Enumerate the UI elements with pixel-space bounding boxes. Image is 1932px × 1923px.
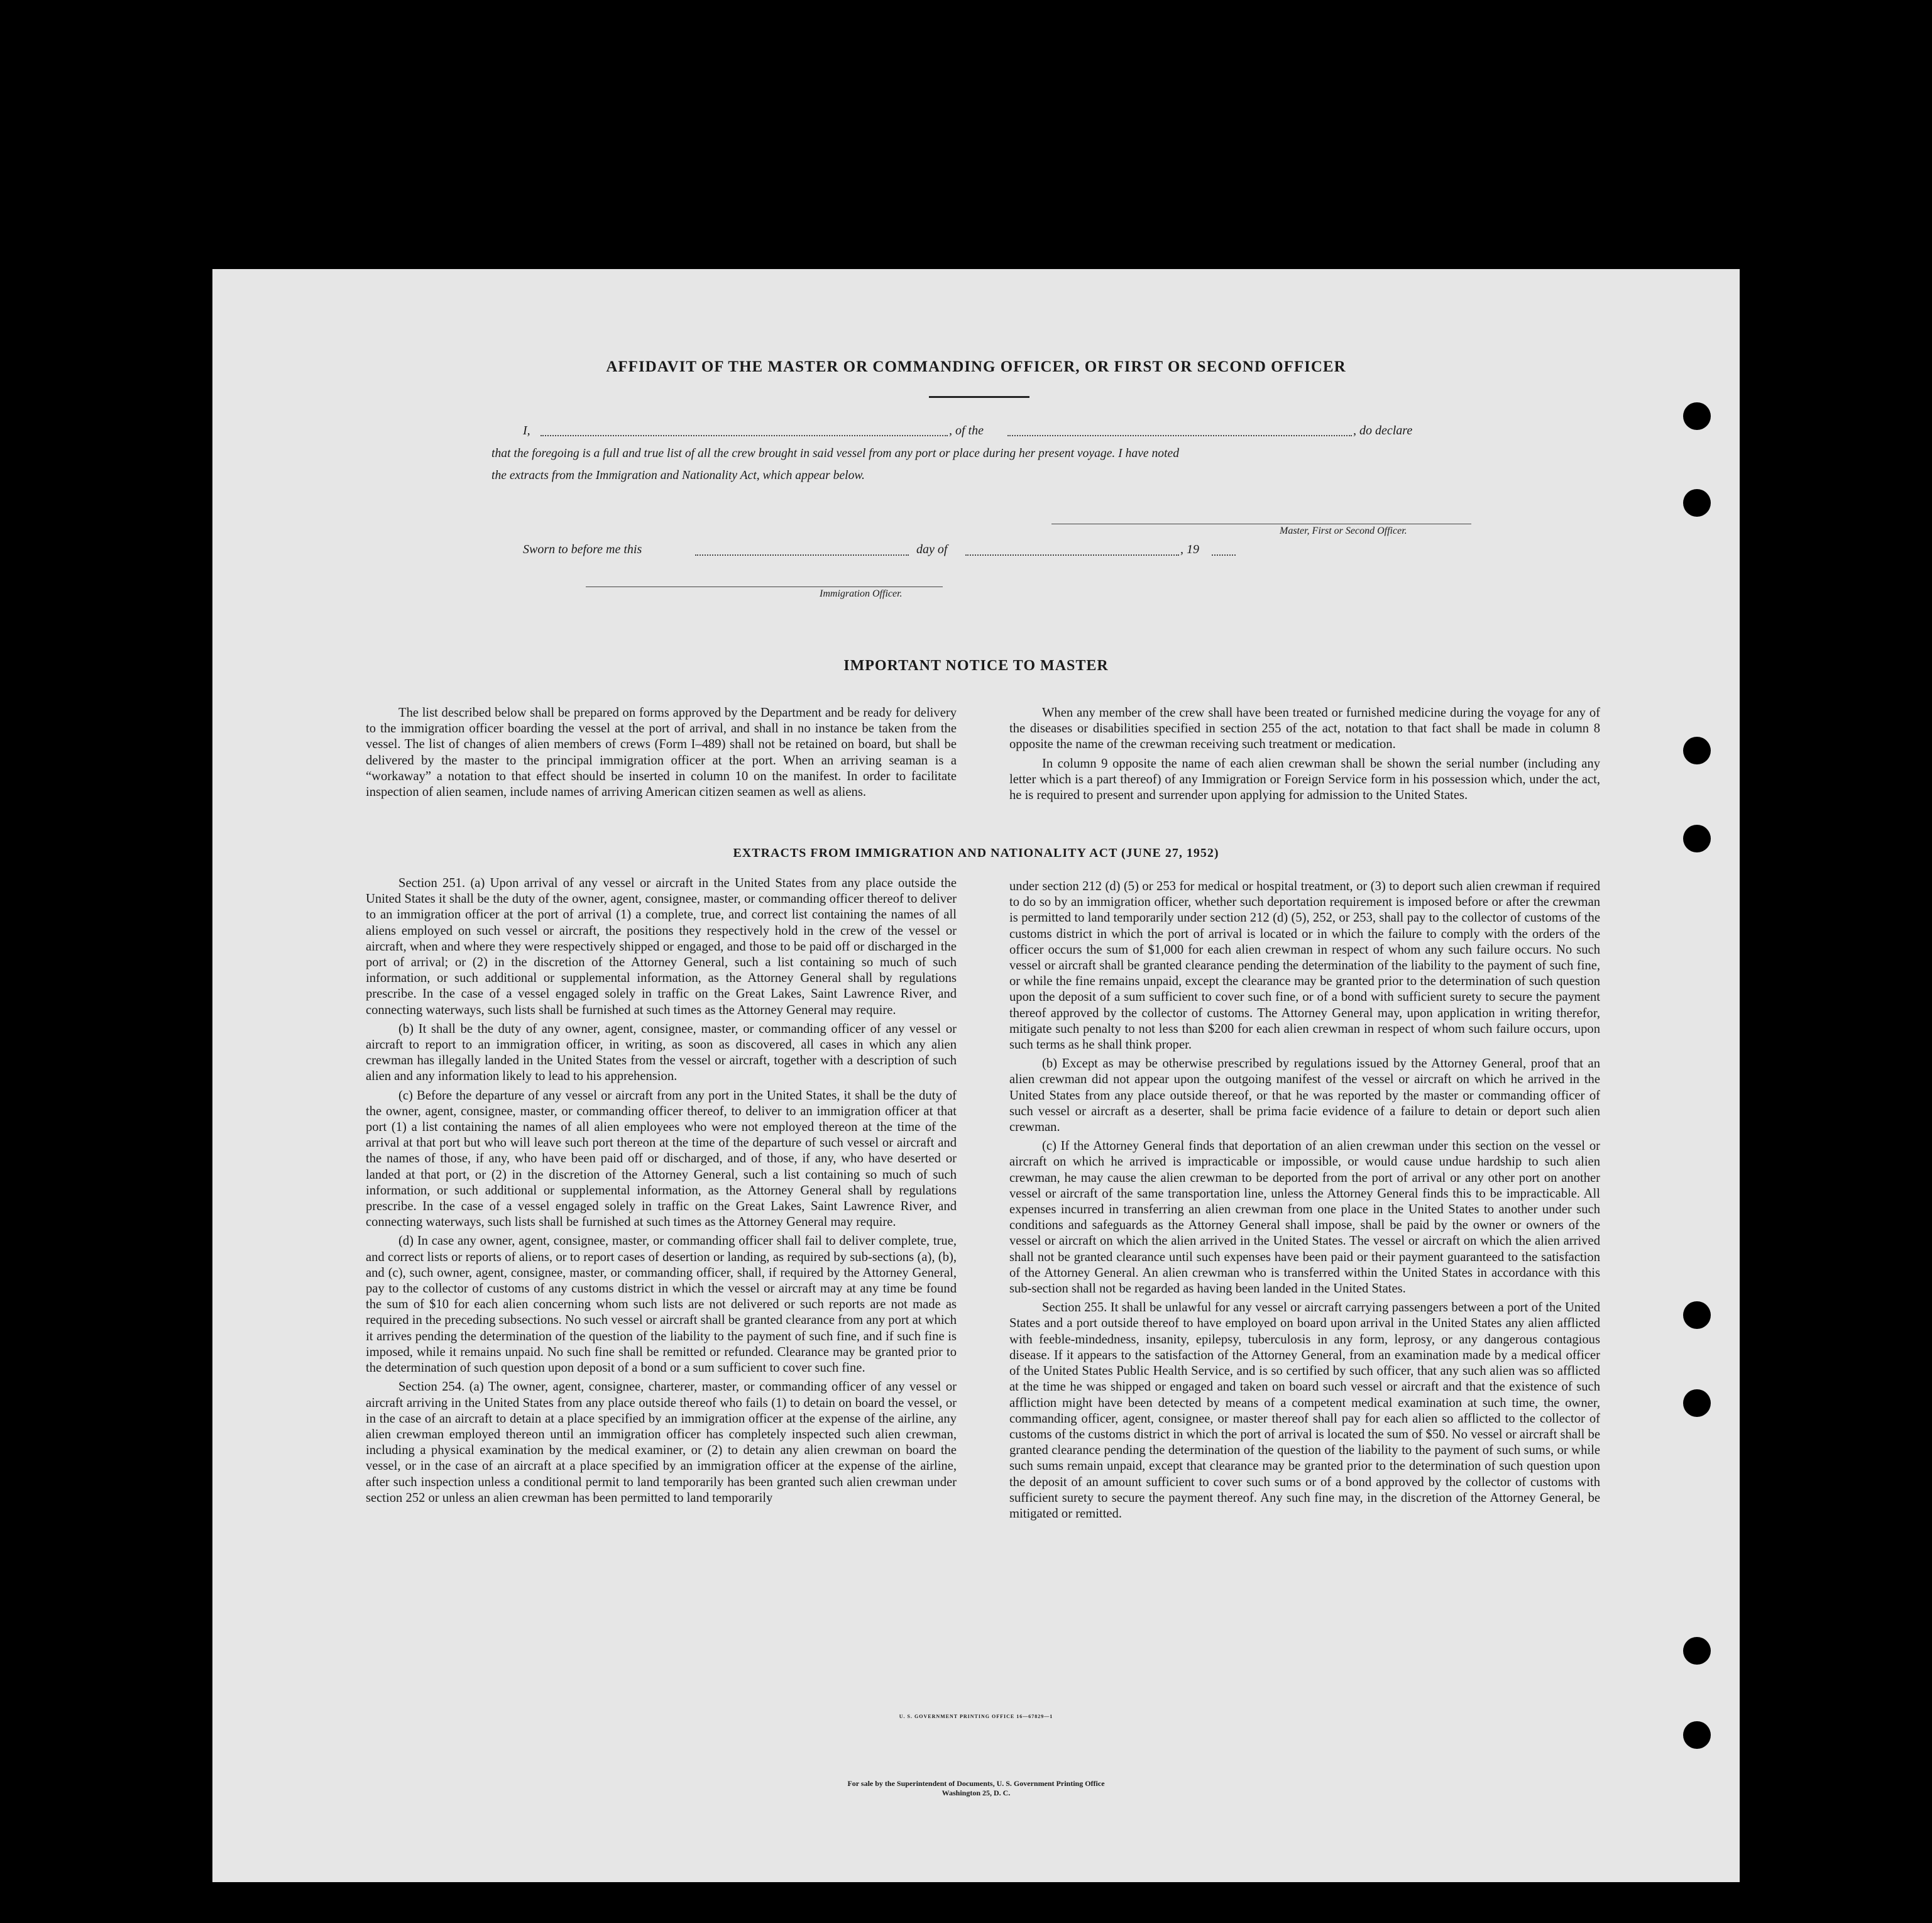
form-page (212, 269, 1740, 1882)
sworn-day-field[interactable] (695, 554, 909, 556)
statute-paragraph: (c) If the Attorney General finds that deportation of an alien crewman under this section on the vessel or aircraft on which he arrived is impracticable or impossible, or would cause undue hardship to such alien crewman, he may cause the alien crewman to be deported from the port of arrival or any other port on another vessel or aircraft of the same transportation line, unless the Attorney General finds this to be impracticable. All expenses incurred in transferring an alien crewman from one place in the United States to another under such conditions and safeguards as the Attorney General shall impose, shall be paid by the owner or owners of the vessel or aircraft on which the alien arrived in the United States. The vessel or aircraft on which the alien arrived shall not be granted clearance until such expenses have been paid or their payment guaranteed to the satisfaction of the Attorney General. An alien crewman who is transferred within the United States in accordance with this sub-section shall not be regarded as having been landed in the United States. (1009, 1139, 1600, 1296)
printing-office-line: U. S. GOVERNMENT PRINTING OFFICE 16—67829—1 (899, 1714, 1053, 1719)
notice-paragraph: In column 9 opposite the name of each alien crewman shall be shown the serial number (including any letter which is a part thereof) of any Immigration or Foreign Service form in his possession which, under the act, he is required to present and surrender upon applying for admission to the United States. (1009, 756, 1600, 803)
day-of-label: day of (916, 543, 948, 556)
immigration-officer-caption: Immigration Officer. (820, 588, 903, 599)
statute-paragraph: Section 255. It shall be unlawful for any vessel or aircraft carrying passengers between a port of the United States and a port outside thereof to have employed on board upon arrival in the United States any alien afflicted with feeble-mindedness, insanity, epilepsy, tuberculosis in any form, leprosy, or any dangerous contagious disease. If it appears to the satisfaction of the Attorney General, from an examination made by a medical officer of the United States Public Health Service, and is so certified by such officer, that any such alien was so afflicted at the time he was shipped or engaged and taken on board such vessel or aircraft and that the existence of such affliction might have been detected by means of a competent medical examination at such time, the owner, commanding officer, agent, consignee, or master thereof shall pay for each alien so afflicted to the collector of customs of the customs district in which the port of arrival is located the sum of $50. No vessel or aircraft shall be granted clearance pending the determination of the question of the liability to the payment of such sums, or while such sums remain unpaid, except that clearance may be granted prior to the determination of such question upon the deposit of an amount sufficient to cover such sums or of a bond approved by the collector of customs with sufficient surety to secure the payment thereof. Any such fine may, in the discretion of the Attorney General, be mitigated or remitted. (1009, 1301, 1600, 1521)
punch-hole (1683, 1389, 1711, 1417)
declarant-name-field[interactable] (541, 435, 948, 436)
punch-hole (1683, 402, 1711, 430)
declarant-label: I, (523, 424, 530, 438)
title-rule (929, 396, 1029, 398)
vessel-name-field[interactable] (1007, 435, 1352, 436)
sale-notice (212, 1779, 1740, 1798)
notice-left-column (366, 705, 957, 803)
extracts-left-column (366, 876, 957, 1509)
of-the-label: , of the (949, 424, 984, 438)
statute-paragraph: Section 254. (a) The owner, agent, consignee, charterer, master, or commanding officer of any vessel or aircraft arriving in the United States from any place outside thereof who fails (1) to detain on board the vessel, or in the case of an aircraft to detain at a place specified by an immigration officer at the expense of the airline, any alien crewman employed thereon until an immigration officer has completely inspected such alien crewman, including a physical examination by the medical examiner, or (2) to detain any alien crewman on board the vessel, or in the case of an aircraft at a place specified by an immigration officer at the expense of the airline, after such inspection unless a conditional permit to land temporarily has been granted such alien crewman under section 252 or unless an alien crewman has been permitted to land temporarily (366, 1380, 957, 1505)
notice-title: IMPORTANT NOTICE TO MASTER (843, 658, 1109, 674)
notice-paragraph: The list described below shall be prepared on forms approved by the Department and be ready for delivery to the immigration officer boarding the vessel at the port of arrival, and shall in no instance be taken from the vessel. The list of changes of alien members of crews (Form I–489) shall not be retained on board, but shall be delivered by the master to the principal immigration officer at the port. When an arriving seaman is a “workaway” a notation to that effect should be inserted in column 10 on the manifest. In order to facilitate inspection of alien seamen, include names of arriving American citizen seamen as well as aliens. (366, 706, 957, 800)
statute-paragraph: (b) It shall be the duty of any owner, agent, consignee, master, or commanding officer of any vessel or aircraft to report to an immigration officer, in writing, as soon as discovered, all cases in which any alien crewman has illegally landed in the United States from the vessel or aircraft, together with a description of such alien and any information likely to lead to his apprehension. (366, 1022, 957, 1084)
sworn-year-field[interactable] (1212, 554, 1236, 556)
affidavit-title: AFFIDAVIT OF THE MASTER OR COMMANDING OFFICER, OR FIRST OR SECOND OFFICER (606, 358, 1346, 375)
sale-notice-line1: For sale by the Superintendent of Documents, U. S. Government Printing Office (847, 1779, 1105, 1788)
punch-hole (1683, 1301, 1711, 1329)
master-signature-caption: Master, First or Second Officer. (1280, 526, 1407, 536)
statute-paragraph: (c) Before the departure of any vessel or aircraft from any port in the United States, it shall be the duty of the owner, agent, consignee, master, or commanding officer thereof, to deliver to an immigration officer at that port (1) a list containing the names of all alien employees who were not employed thereon at the time of the arrival at that port but who will leave such port thereon at the time of the departure of such vessel or aircraft and the names of those, if any, who have been paid off or discharged, and of those, if any, who have deserted or landed at that port, or (2) in the discretion of the Attorney General, such a list containing so much of such information, or such additional or supplemental information, as the Attorney General shall by regulations prescribe. In the case of a vessel engaged solely in traffic on the Great Lakes, Saint Lawrence River, and connecting waterways, such lists shall be furnished at such times as the Attorney General may require. (366, 1088, 957, 1230)
statute-paragraph: (b) Except as may be otherwise prescribed by regulations issued by the Attorney General, proof that an alien crewman did not appear upon the outgoing manifest of the vessel or aircraft on which he arrived in the United States from any place outside thereof, or that he was reported by the master or commanding officer of such vessel or aircraft as a deserter, shall be prima facie evidence of a failure to detain or deport such alien crewman. (1009, 1057, 1600, 1135)
sworn-label: Sworn to before me this (523, 543, 642, 556)
statute-paragraph: Section 251. (a) Upon arrival of any vessel or aircraft in the United States from any place outside the United States it shall be the duty of the owner, agent, consignee, master, or commanding officer thereof to deliver to an immigration officer at the port of arrival (1) a complete, true, and correct list containing the names of all aliens employed on such vessel or aircraft, the positions they respectively hold in the crew of the vessel or aircraft, when and where they were respectively shipped or engaged, and those to be paid off or discharged in the port of arrival; or (2) in the discretion of the Attorney General, such a list containing so much of such information, or such additional or supplemental information, as the Attorney General shall by regulations prescribe. In the case of a vessel engaged solely in traffic on the Great Lakes, Saint Lawrence River, and connecting waterways, such lists shall be furnished at such times as the Attorney General may require. (366, 876, 957, 1017)
sale-notice-line2: Washington 25, D. C. (941, 1788, 1011, 1797)
statute-paragraph: (d) In case any owner, agent, consignee, master, or commanding officer shall fail to deliver complete, true, and correct lists or reports of aliens, or to report cases of desertion or landing, as required by sub-sections (a), (b), and (c), such owner, agent, consignee, master, or commanding officer, shall, if required by the Attorney General, pay to the collector of customs of any customs district in which the vessel or aircraft may at any time be found the sum of $10 for each alien concerning whom such lists are not delivered or such reports are not made as required in the preceding subsections. No such vessel or aircraft shall be granted clearance from any port at which it arrives pending the determination of the question of the liability to the payment of such fine, and if such fine is imposed, while it remains unpaid. No such fine shall be remitted or refunded. Clearance may be granted prior to the determination of such question upon deposit of a bond or a sum sufficient to cover such fine. (366, 1234, 957, 1375)
extracts-title: EXTRACTS FROM IMMIGRATION AND NATIONALITY ACT (JUNE 27, 1952) (733, 846, 1219, 860)
punch-hole (1683, 489, 1711, 517)
extracts-right-column (1009, 879, 1600, 1525)
sworn-month-field[interactable] (965, 554, 1179, 556)
declaration-text-line2: that the foregoing is a full and true list of all the crew brought in said vessel from any port or place during her present voyage. I have noted (491, 447, 1180, 460)
punch-hole (1683, 1721, 1711, 1749)
statute-paragraph: under section 212 (d) (5) or 253 for medical or hospital treatment, or (3) to deport such alien crewman if required to do so by an immigration officer, whether such deportation requirement is imposed before or after the crewman is permitted to land temporarily under section 212 (d) (5), 252, or 253, shall pay to the collector of customs of the customs district in which the port of arrival is located or in which the failure to comply with the orders of the officer occurs the sum of $1,000 for each alien crewman in respect of whom any such failure occurs. No such vessel or aircraft shall be granted clearance pending the determination of the liability to the payment of such fine, or while the fine remains unpaid, except the clearance may be granted prior to the determination of such question upon the deposit of a sum sufficient to cover such fine, or of a bond with sufficient surety to secure the payment thereof approved by the collector of customs. The Attorney General may, upon application in writing therefor, mitigate such penalty to not less than $200 for each alien crewman in respect of whom such failure occurs, upon such terms as he shall think proper. (1009, 879, 1600, 1052)
notice-paragraph: When any member of the crew shall have been treated or furnished medicine during the voyage for any of the diseases or disabilities specified in section 255 of the act, notation to that fact shall be made in column 8 opposite the name of the crewman receiving such treatment or medication. (1009, 706, 1600, 752)
declaration-text-line3: the extracts from the Immigration and Nationality Act, which appear below. (491, 469, 865, 482)
do-declare-label: , do declare (1353, 424, 1413, 438)
punch-hole (1683, 1637, 1711, 1665)
year-label: , 19 (1180, 543, 1199, 556)
punch-hole (1683, 737, 1711, 764)
punch-hole (1683, 825, 1711, 852)
notice-right-column (1009, 705, 1600, 807)
